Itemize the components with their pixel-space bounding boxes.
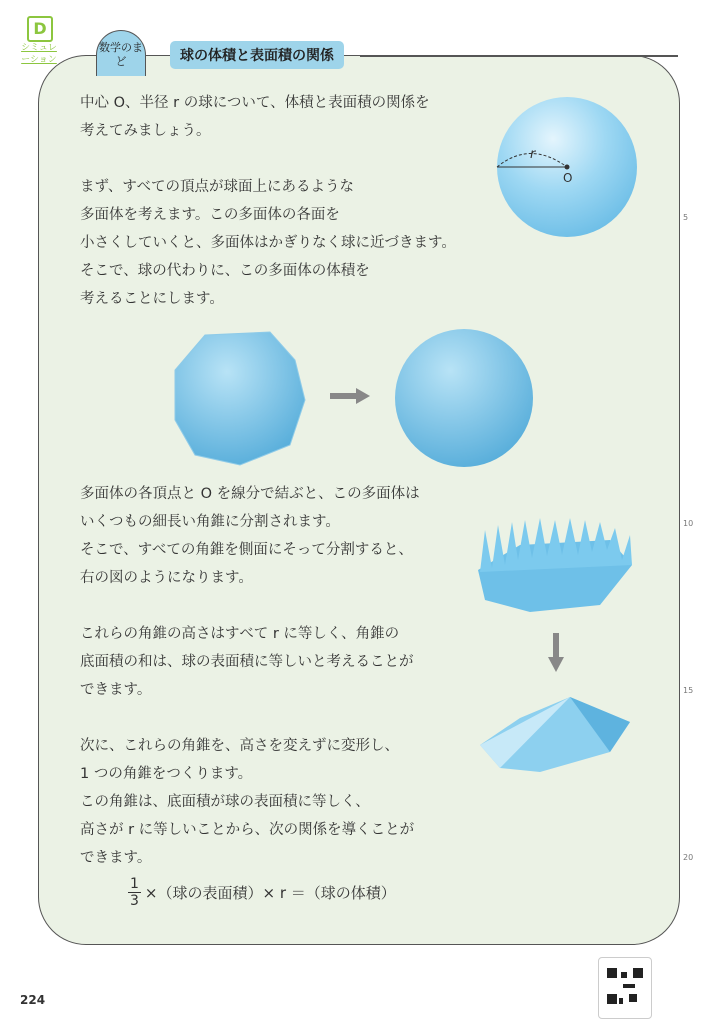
radius-label: r — [530, 147, 536, 162]
text-line: まず、すべての頂点が球面上にあるような — [80, 179, 355, 195]
text-line: 右の図のようになります。 — [80, 570, 253, 586]
text-line: 次に、これらの角錐を、高さを変えずに変形し、 — [80, 738, 399, 754]
line-number: 5 — [683, 213, 689, 222]
text-line: 小さくしていくと、多面体はかぎりなく球に近づきます。 — [80, 235, 456, 251]
text-line: 中心 O、半径 r の球について、体積と表面積の関係を — [80, 95, 430, 111]
denominator: 3 — [130, 893, 139, 909]
line-number: 20 — [683, 853, 694, 862]
arrow-down-icon — [548, 633, 564, 672]
formula-expression: ×（球の表面積）× r ＝（球の体積） — [144, 884, 396, 902]
section-tab: 数学のまど — [96, 30, 146, 76]
page-number: 224 — [20, 993, 46, 1007]
text-line: 1 つの角錐をつくります。 — [80, 766, 253, 782]
sphere-figure — [497, 97, 637, 237]
text-line: この角錐は、底面積が球の表面積に等しく、 — [80, 794, 370, 810]
text-line: 多面体の各頂点と O を線分で結ぶと、この多面体は — [80, 486, 420, 502]
text-line: いくつもの細長い角錐に分割されます。 — [80, 514, 340, 530]
simulation-link[interactable]: シミュレーション — [21, 43, 57, 65]
text-line: 多面体を考えます。この多面体の各面を — [80, 207, 340, 223]
line-number: 10 — [683, 519, 694, 528]
text-line: できます。 — [80, 682, 152, 698]
qr-code[interactable] — [598, 957, 652, 1019]
text-line: そこで、すべての角錐を側面にそって分割すると、 — [80, 542, 413, 558]
text-line: 考えることにします。 — [80, 291, 224, 307]
text-line: これらの角錐の高さはすべて r に等しく、角錐の — [80, 626, 400, 642]
text-line: そこで、球の代わりに、この多面体の体積を — [80, 263, 370, 279]
line-number: 15 — [683, 686, 694, 695]
simulation-d-icon[interactable]: D — [27, 16, 53, 42]
text-line: できます。 — [80, 850, 152, 866]
coarse-polyhedron — [175, 332, 305, 465]
numerator: 1 — [130, 876, 139, 892]
text-line: 高さが r に等しいことから、次の関係を導くことが — [80, 822, 415, 838]
spiky-pyramids-figure — [478, 518, 632, 612]
qr-code-icon — [599, 958, 651, 1018]
arrow-right-icon — [330, 388, 370, 404]
text-line: 底面積の和は、球の表面積に等しいと考えることが — [80, 654, 414, 670]
fine-polyhedron — [395, 329, 533, 467]
center-label: O — [563, 171, 573, 185]
page-title: 球の体積と表面積の関係 — [170, 41, 344, 69]
text-line: 考えてみましょう。 — [80, 123, 211, 139]
single-pyramid-figure — [480, 697, 630, 772]
